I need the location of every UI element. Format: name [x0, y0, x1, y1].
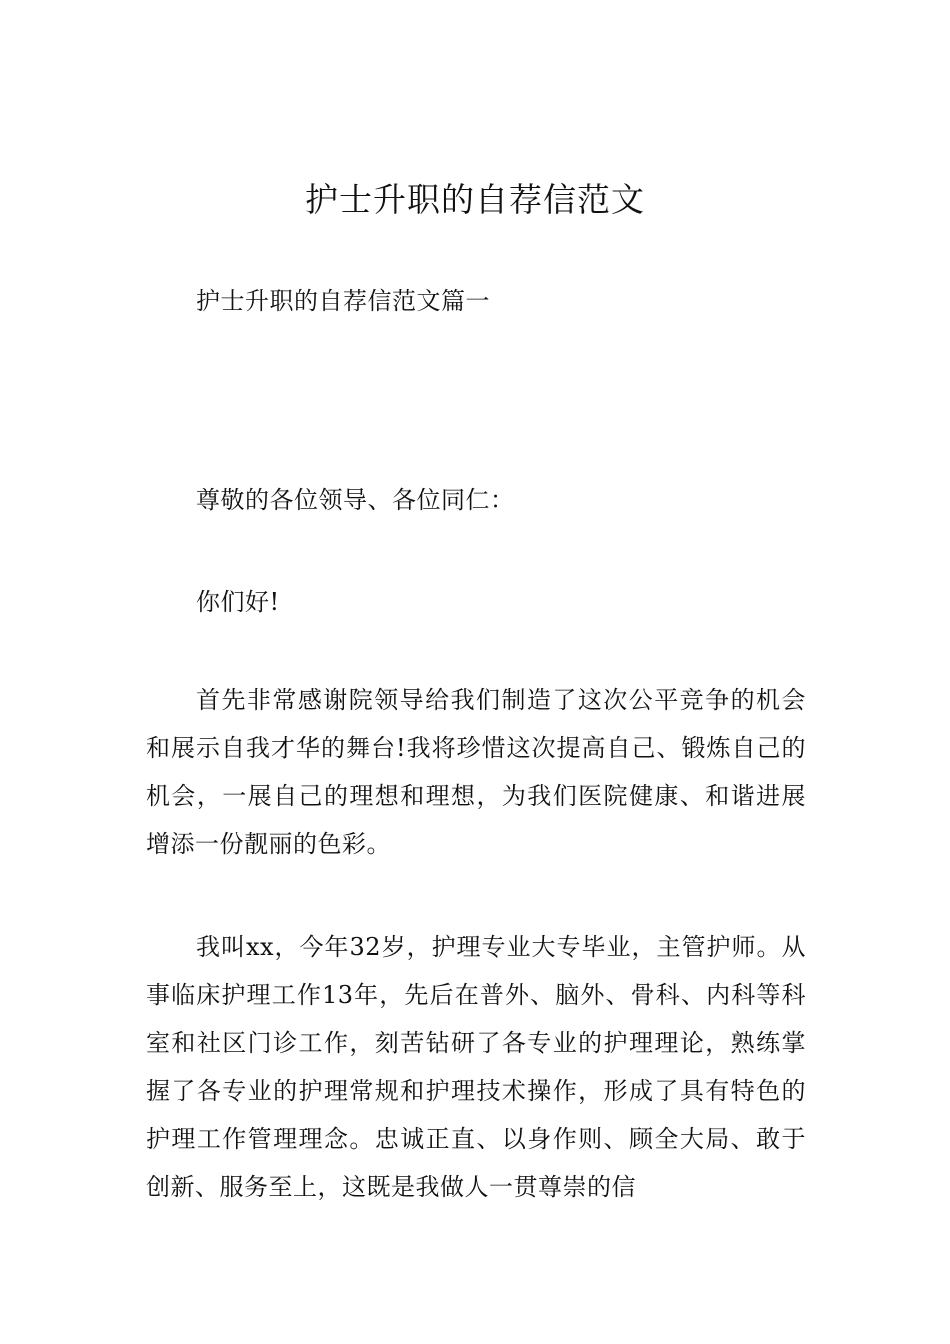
body-paragraph: 我叫xx，今年32岁，护理专业大专毕业，主管护师。从事临床护理工作13年，先后在普外、脑外、骨科、内科等科室和社区门诊工作，刻苦钻研了各专业的护理理论，熟练掌握了各专业的护理常规和护理技术操作，形成了具有特色的护理工作管理理念。忠诚正直、以身作则、顾全大局、敢于创新、服务至上，这既是我做人一贯尊崇的信 — [146, 933, 806, 1201]
greeting: 你们好! — [196, 588, 280, 616]
document-title: 护士升职的自荐信范文 — [305, 180, 645, 219]
salutation: 尊敬的各位领导、各位同仁： — [196, 486, 515, 514]
body-paragraph: 首先非常感谢院领导给我们制造了这次公平竞争的机会和展示自我才华的舞台!我将珍惜这次提高自己、锻炼自己的机会，一展自己的理想和理想，为我们医院健康、和谐进展增添一份靓丽的色彩。 — [146, 686, 806, 858]
section-subtitle: 护士升职的自荐信范文篇一 — [196, 287, 490, 315]
